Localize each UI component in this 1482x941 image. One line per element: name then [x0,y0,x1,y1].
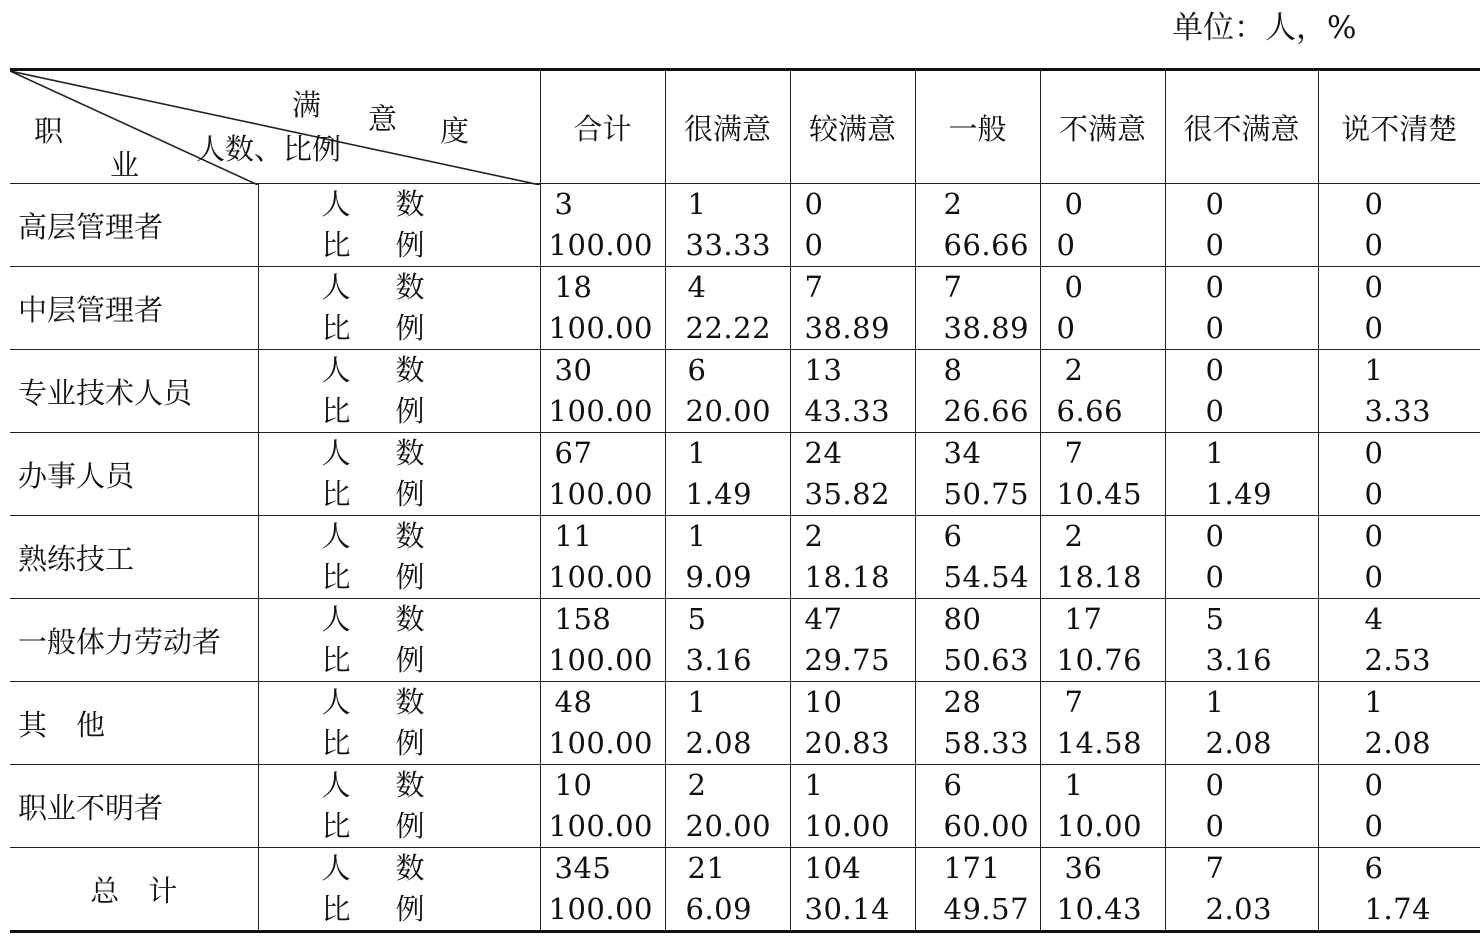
ratio-value: 29.75 [804,643,891,677]
count-value: 80 [943,602,982,636]
table-row [10,682,1480,765]
count-label-char-2: 数 [395,436,425,470]
ratio-value: 58.33 [943,726,1030,760]
ratio-metric-label [259,806,540,847]
ratio-value: 2.53 [1364,643,1432,677]
count-value: 0 [1205,768,1225,802]
count-value: 2 [1064,353,1084,387]
table-row [10,350,1480,433]
cell-very-dissatisfied [1165,682,1318,765]
ratio-value: 100.00 [548,643,653,677]
count-value: 2 [943,187,963,221]
cell-very-satisfied [665,184,790,267]
ratio-label-char-2: 例 [395,311,425,345]
cell-average [915,599,1040,682]
cell-average [915,350,1040,433]
cell-very-satisfied [665,433,790,516]
cell-average [915,682,1040,765]
cell-very-dissatisfied [1165,433,1318,516]
count-value: 0 [1064,187,1084,221]
count-value: 158 [554,602,612,636]
cell-very-satisfied [665,350,790,433]
count-value: 48 [554,685,593,719]
table-row [10,765,1480,848]
col-header-very-satisfied: 很满意 [665,70,790,184]
count-value: 0 [1205,519,1225,553]
cell-total [540,516,665,599]
ratio-value: 10.45 [1056,477,1143,511]
ratio-label-char-1: 比 [321,560,351,594]
count-value: 30 [554,353,593,387]
count-metric-label [259,848,540,889]
count-label-char-2: 数 [395,851,425,885]
count-value: 6 [943,768,963,802]
count-value: 0 [1364,187,1384,221]
cell-fairly-satisfied [790,599,915,682]
count-value: 1 [1364,353,1384,387]
cell-average [915,267,1040,350]
ratio-value: 0 [1364,228,1384,262]
ratio-value: 100.00 [548,726,653,760]
metric-labels [258,682,540,765]
ratio-value: 10.00 [804,809,891,843]
cell-very-dissatisfied [1165,516,1318,599]
count-value: 10 [804,685,843,719]
ratio-value: 6.66 [1056,394,1124,428]
ratio-value: 0 [1364,477,1384,511]
ratio-value: 26.66 [943,394,1030,428]
count-value: 0 [1205,353,1225,387]
cell-fairly-satisfied [790,765,915,848]
cell-dissatisfied [1040,848,1165,932]
cell-dissatisfied [1040,516,1165,599]
ratio-metric-label [259,557,540,598]
ratio-value: 14.58 [1056,726,1143,760]
ratio-value: 33.33 [685,228,772,262]
ratio-value: 100.00 [548,228,653,262]
count-value: 104 [804,851,862,885]
ratio-value: 20.83 [804,726,891,760]
count-value: 7 [1064,436,1084,470]
cell-fairly-satisfied [790,516,915,599]
count-label-char-2: 数 [395,685,425,719]
count-metric-label [259,682,540,723]
header-row [10,70,1480,184]
ratio-value: 30.14 [804,892,891,926]
count-value: 1 [1364,685,1384,719]
corner-label-count-ratio: 人数、比例 [196,132,342,166]
ratio-metric-label [259,889,540,930]
ratio-label-char-1: 比 [321,726,351,760]
count-value: 1 [687,519,707,553]
cell-total [540,765,665,848]
metric-labels [258,848,540,932]
count-value: 2 [687,768,707,802]
ratio-value: 0 [1205,560,1225,594]
cell-unclear [1318,267,1480,350]
cell-fairly-satisfied [790,267,915,350]
cell-total [540,184,665,267]
ratio-value: 38.89 [804,311,891,345]
cell-unclear [1318,350,1480,433]
count-metric-label [259,267,540,308]
cell-dissatisfied [1040,765,1165,848]
metric-labels [258,765,540,848]
occupation-label: 职业不明者 [10,765,258,848]
cell-fairly-satisfied [790,682,915,765]
occupation-label: 总 计 [10,848,258,932]
count-label-char-2: 数 [395,353,425,387]
ratio-value: 100.00 [548,892,653,926]
ratio-value: 18.18 [1056,560,1143,594]
unit-label: 单位：人，% [1172,10,1357,46]
corner-label-occupation-1: 职 [34,114,64,148]
count-value: 21 [687,851,726,885]
count-value: 47 [804,602,843,636]
diagonal-corner-header [10,70,540,184]
ratio-value: 49.57 [943,892,1030,926]
cell-very-dissatisfied [1165,599,1318,682]
count-value: 10 [554,768,593,802]
ratio-value: 50.75 [943,477,1030,511]
count-value: 0 [1364,270,1384,304]
ratio-value: 18.18 [804,560,891,594]
ratio-value: 0 [1056,311,1076,345]
cell-fairly-satisfied [790,848,915,932]
ratio-metric-label [259,308,540,349]
cell-unclear [1318,765,1480,848]
cell-unclear [1318,599,1480,682]
ratio-label-char-1: 比 [321,394,351,428]
occupation-label: 其 他 [10,682,258,765]
cell-dissatisfied [1040,184,1165,267]
count-value: 0 [804,187,824,221]
metric-labels [258,516,540,599]
table-row [10,848,1480,932]
count-value: 0 [1364,436,1384,470]
occupation-label: 高层管理者 [10,184,258,267]
ratio-value: 6.09 [685,892,753,926]
ratio-value: 0 [1364,560,1384,594]
count-value: 17 [1064,602,1103,636]
ratio-value: 0 [1056,228,1076,262]
count-value: 171 [943,851,1001,885]
ratio-label-char-1: 比 [321,311,351,345]
count-value: 345 [554,851,612,885]
metric-labels [258,184,540,267]
count-value: 6 [687,353,707,387]
ratio-value: 9.09 [685,560,753,594]
count-value: 4 [687,270,707,304]
cell-average [915,848,1040,932]
count-value: 1 [1205,436,1225,470]
ratio-value: 100.00 [548,809,653,843]
cell-very-dissatisfied [1165,267,1318,350]
count-metric-label [259,765,540,806]
col-header-very-dissatisfied: 很不满意 [1165,70,1318,184]
cell-total [540,433,665,516]
count-value: 3 [554,187,574,221]
count-value: 0 [1205,187,1225,221]
table-row [10,599,1480,682]
count-label-char-2: 数 [395,519,425,553]
occupation-label: 中层管理者 [10,267,258,350]
ratio-value: 10.76 [1056,643,1143,677]
table-row [10,267,1480,350]
count-metric-label [259,433,540,474]
corner-label-satisfaction-3: 度 [440,114,470,148]
count-value: 11 [554,519,593,553]
count-value: 1 [687,685,707,719]
ratio-value: 3.16 [685,643,753,677]
cell-unclear [1318,848,1480,932]
cell-very-satisfied [665,516,790,599]
ratio-value: 2.08 [1364,726,1432,760]
count-label-char-2: 数 [395,270,425,304]
ratio-label-char-2: 例 [395,477,425,511]
ratio-label-char-2: 例 [395,560,425,594]
ratio-label-char-2: 例 [395,643,425,677]
ratio-value: 3.16 [1205,643,1273,677]
ratio-metric-label [259,723,540,764]
cell-fairly-satisfied [790,184,915,267]
ratio-value: 35.82 [804,477,891,511]
count-value: 7 [943,270,963,304]
cell-dissatisfied [1040,267,1165,350]
satisfaction-table [10,68,1480,933]
count-value: 36 [1064,851,1103,885]
count-label-char-1: 人 [321,768,351,802]
count-value: 67 [554,436,593,470]
col-header-average: 一般 [915,70,1040,184]
cell-dissatisfied [1040,433,1165,516]
ratio-value: 100.00 [548,560,653,594]
occupation-label: 一般体力劳动者 [10,599,258,682]
ratio-value: 60.00 [943,809,1030,843]
cell-dissatisfied [1040,682,1165,765]
count-label-char-2: 数 [395,187,425,221]
occupation-label: 专业技术人员 [10,350,258,433]
corner-label-satisfaction-2: 意 [368,102,398,136]
count-value: 6 [943,519,963,553]
count-label-char-1: 人 [321,187,351,221]
ratio-value: 43.33 [804,394,891,428]
table-row [10,516,1480,599]
ratio-value: 1.49 [1205,477,1273,511]
cell-total [540,848,665,932]
ratio-value: 50.63 [943,643,1030,677]
ratio-value: 10.43 [1056,892,1143,926]
ratio-value: 20.00 [685,809,772,843]
count-value: 5 [687,602,707,636]
ratio-value: 66.66 [943,228,1030,262]
ratio-value: 1.49 [685,477,753,511]
count-metric-label [259,350,540,391]
ratio-metric-label [259,391,540,432]
count-label-char-1: 人 [321,851,351,885]
ratio-value: 3.33 [1364,394,1432,428]
count-label-char-1: 人 [321,685,351,719]
ratio-value: 1.74 [1364,892,1432,926]
ratio-value: 2.08 [685,726,753,760]
corner-label-occupation-2: 业 [110,148,140,182]
count-value: 1 [1205,685,1225,719]
cell-fairly-satisfied [790,350,915,433]
cell-total [540,599,665,682]
count-value: 13 [804,353,843,387]
ratio-value: 2.08 [1205,726,1273,760]
metric-labels [258,433,540,516]
ratio-label-char-2: 例 [395,228,425,262]
ratio-value: 0 [1205,311,1225,345]
ratio-value: 100.00 [548,477,653,511]
cell-fairly-satisfied [790,433,915,516]
metric-labels [258,267,540,350]
cell-very-satisfied [665,267,790,350]
cell-total [540,350,665,433]
ratio-label-char-1: 比 [321,228,351,262]
count-value: 7 [1064,685,1084,719]
col-header-total: 合计 [540,70,665,184]
ratio-label-char-1: 比 [321,477,351,511]
metric-labels [258,350,540,433]
ratio-metric-label [259,474,540,515]
cell-unclear [1318,682,1480,765]
ratio-value: 0 [1205,394,1225,428]
count-label-char-2: 数 [395,602,425,636]
metric-labels [258,599,540,682]
ratio-metric-label [259,225,540,266]
ratio-value: 100.00 [548,311,653,345]
ratio-metric-label [259,640,540,681]
count-label-char-1: 人 [321,270,351,304]
col-header-dissatisfied: 不满意 [1040,70,1165,184]
count-metric-label [259,516,540,557]
ratio-value: 0 [804,228,824,262]
table-row [10,433,1480,516]
ratio-label-char-1: 比 [321,643,351,677]
ratio-label-char-1: 比 [321,892,351,926]
count-value: 0 [1364,519,1384,553]
count-value: 7 [1205,851,1225,885]
ratio-label-char-2: 例 [395,809,425,843]
count-metric-label [259,184,540,225]
count-metric-label [259,599,540,640]
cell-total [540,682,665,765]
count-value: 0 [1364,768,1384,802]
ratio-value: 54.54 [943,560,1030,594]
count-label-char-1: 人 [321,436,351,470]
count-value: 0 [1064,270,1084,304]
ratio-value: 10.00 [1056,809,1143,843]
count-value: 7 [804,270,824,304]
col-header-unclear: 说不清楚 [1318,70,1480,184]
count-value: 1 [687,187,707,221]
cell-very-dissatisfied [1165,848,1318,932]
cell-very-dissatisfied [1165,350,1318,433]
ratio-value: 0 [1364,311,1384,345]
cell-dissatisfied [1040,599,1165,682]
ratio-value: 0 [1364,809,1384,843]
count-value: 0 [1205,270,1225,304]
count-label-char-1: 人 [321,519,351,553]
cell-total [540,267,665,350]
cell-average [915,516,1040,599]
ratio-value: 100.00 [548,394,653,428]
count-label-char-1: 人 [321,602,351,636]
cell-very-satisfied [665,682,790,765]
cell-average [915,184,1040,267]
ratio-value: 0 [1205,228,1225,262]
count-value: 1 [804,768,824,802]
corner-label-satisfaction-1: 满 [292,88,322,122]
ratio-label-char-2: 例 [395,892,425,926]
occupation-label: 熟练技工 [10,516,258,599]
count-value: 28 [943,685,982,719]
cell-very-satisfied [665,599,790,682]
table-row [10,184,1480,267]
cell-very-satisfied [665,765,790,848]
col-header-fairly-satisfied: 较满意 [790,70,915,184]
count-value: 6 [1364,851,1384,885]
cell-average [915,433,1040,516]
cell-unclear [1318,433,1480,516]
count-value: 1 [687,436,707,470]
count-label-char-2: 数 [395,768,425,802]
cell-dissatisfied [1040,350,1165,433]
ratio-label-char-1: 比 [321,809,351,843]
cell-very-dissatisfied [1165,184,1318,267]
cell-very-dissatisfied [1165,765,1318,848]
ratio-value: 0 [1205,809,1225,843]
ratio-value: 38.89 [943,311,1030,345]
cell-very-satisfied [665,848,790,932]
ratio-value: 22.22 [685,311,772,345]
count-value: 5 [1205,602,1225,636]
ratio-label-char-2: 例 [395,726,425,760]
cell-average [915,765,1040,848]
count-value: 34 [943,436,982,470]
count-value: 1 [1064,768,1084,802]
count-value: 18 [554,270,593,304]
count-value: 2 [804,519,824,553]
count-label-char-1: 人 [321,353,351,387]
ratio-label-char-2: 例 [395,394,425,428]
count-value: 8 [943,353,963,387]
cell-unclear [1318,516,1480,599]
count-value: 24 [804,436,843,470]
count-value: 4 [1364,602,1384,636]
ratio-value: 20.00 [685,394,772,428]
occupation-label: 办事人员 [10,433,258,516]
cell-unclear [1318,184,1480,267]
count-value: 2 [1064,519,1084,553]
ratio-value: 2.03 [1205,892,1273,926]
